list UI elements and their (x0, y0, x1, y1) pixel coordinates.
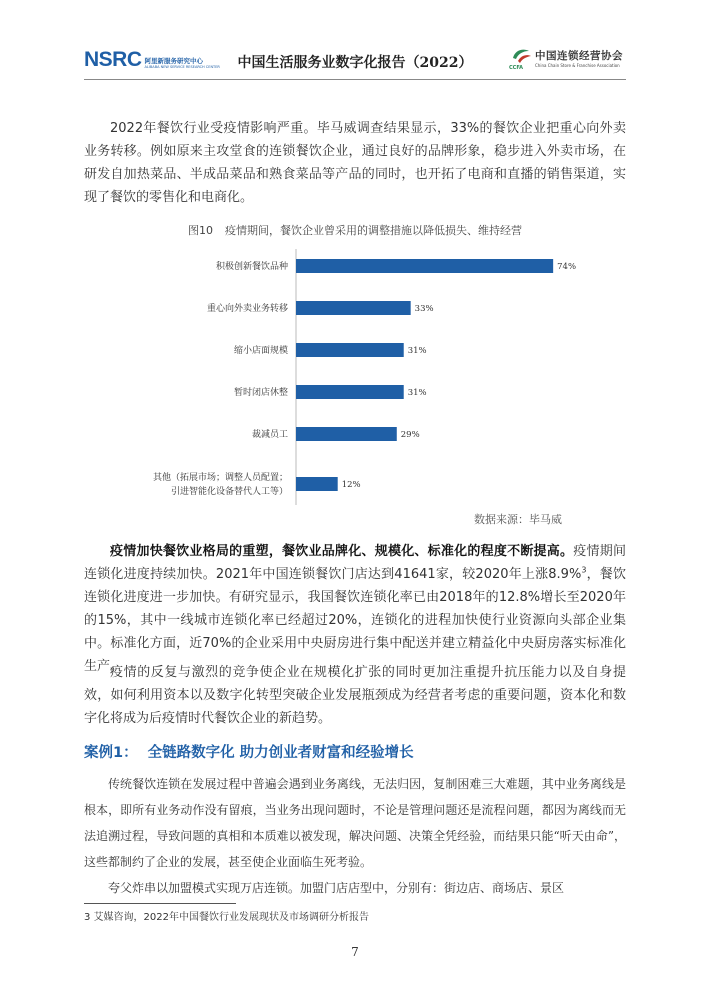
footnote: 3 艾媒咨询，2022年中国餐饮行业发展现状及市场调研分析报告 (84, 912, 369, 923)
ccfa-logo-icon (509, 46, 533, 66)
page-header (0, 0, 710, 80)
paragraph-2 (84, 540, 626, 678)
category-label-2: 缩小店面规模 (233, 346, 288, 356)
paragraph-1: 2022年餐饮行业受疫情影响严重。毕马威调查结果显示，33%的餐饮企业把重心向外卖业务转移。例如原来主攻堂食的连锁餐饮企业，通过良好的品牌形象，稳步进入外卖市场，在研发自加热菜品、半成品菜品和熟食菜品等产品的同时，也开拓了电商和直播的销售渠道，实现了餐饮的零售化和电商化。 (84, 121, 626, 205)
paragraph-2-text-b: ，餐饮连锁化进度进一步加快。有研究显示，我国餐饮连锁化率已由2018年的12.8%增长至2020年的15%，其中一线城市连锁化率已经超过20%，连锁化的进程加快使行业资源向头部企业集中。标准化方面，近70%的企业采用中央厨房进行集中配送并建立精益化中央厨房落实标准化生产。 (84, 567, 626, 674)
bar-3 (296, 385, 404, 399)
ccfa-logo-cn: 中国连锁经营协会 (535, 50, 623, 62)
value-label-2: 31% (407, 346, 427, 356)
bar-chart (120, 245, 590, 505)
figure-caption (0, 222, 710, 238)
category-label-5-line-1: 引进智能化设备替代人工等） (170, 487, 288, 497)
header-rule (84, 79, 626, 80)
footnote-rule (84, 903, 236, 904)
ccfa-logo (509, 46, 629, 76)
figure-source: 数据来源：毕马威 (474, 513, 562, 526)
nsrc-logo-text: NSRC (84, 48, 142, 71)
category-label-5-line-0: 其他（拓展市场；调整人员配置； (152, 473, 288, 483)
nsrc-logo-cn: 阿里新服务研究中心 (144, 57, 204, 65)
value-label-4: 29% (400, 430, 420, 440)
figure-title: 疫情期间，餐饮企业曾采用的调整措施以降低损失、维持经营 (225, 224, 522, 237)
paragraph-2-text-a: 疫情期间连锁化进度持续加快。2021年中国连锁餐饮门店达到41641家，较2020年上涨8.9% (84, 544, 626, 582)
value-label-0: 74% (557, 262, 577, 272)
paragraph-3: 疫情的反复与激烈的竞争使企业在规模化扩张的同时更加注重提升抗压能力以及自身提效，如何利用资本以及数字化转型突破企业发展瓶颈成为经营者考虑的重要问题，资本化和数字化将成为后疫情时代餐饮企业的新趋势。 (84, 665, 626, 726)
bar-2 (296, 343, 404, 357)
case-paragraph-1: 传统餐饮连锁在发展过程中普遍会遇到业务离线，无法归因，复制困难三大难题，其中业务离线是根本，即所有业务动作没有留痕，当业务出现问题时，不论是管理问题还是流程问题，都因为离线而无法追溯过程，导致问题的真相和本质难以被发现，解决问题、决策全凭经验，而结果只能“听天由命”，这些都制约了企业的发展，甚至使企业面临生死考验。 (84, 777, 626, 869)
value-label-1: 33% (414, 304, 434, 314)
case-heading (84, 741, 414, 762)
ccfa-logo-abbr: CCFA (509, 65, 524, 71)
paragraph-2-lead: 疫情加快餐饮业格局的重塑，餐饮业品牌化、规模化、标准化的程度不断提高。 (110, 544, 574, 559)
category-label-4: 裁减员工 (251, 430, 288, 440)
bar-4 (296, 427, 397, 441)
bar-0 (296, 259, 553, 273)
ccfa-logo-en: China Chain Store & Franchise Association (535, 63, 620, 68)
category-label-0: 积极创新餐饮品种 (215, 262, 288, 272)
category-label-1: 重心向外卖业务转移 (206, 304, 288, 314)
report-title: 中国生活服务业数字化报告（2022） (237, 55, 473, 71)
nsrc-logo-en: ALIBABA NEW SERVICE RESEARCH CENTER (144, 65, 220, 69)
value-label-5: 12% (341, 480, 361, 490)
bar-1 (296, 301, 411, 315)
figure-number: 图10 (188, 224, 213, 237)
case-paragraph-2: 夸父炸串以加盟模式实现万店连锁。加盟门店店型中，分别有：街边店、商场店、景区 (108, 881, 565, 895)
page-number: 7 (351, 945, 359, 959)
case-label: 案例1： (84, 745, 138, 761)
case-title: 全链路数字化 助力创业者财富和经验增长 (147, 745, 414, 761)
value-label-3: 31% (407, 388, 427, 398)
category-label-3: 暂时闭店休整 (233, 388, 288, 398)
bar-5 (296, 477, 338, 491)
footnote-ref: 3 (581, 565, 587, 575)
